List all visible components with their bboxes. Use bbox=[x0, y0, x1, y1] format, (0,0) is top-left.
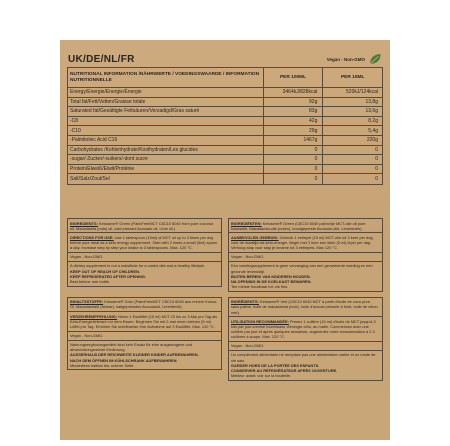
de-directions-heading: VERZEHREMPFEHLUNG: bbox=[70, 313, 118, 319]
uk-best-before: Best before: see bottle. bbox=[70, 278, 111, 284]
language-blocks bbox=[67, 218, 383, 381]
nutrient-label: -C10 bbox=[68, 126, 264, 135]
nutrient-value-100ml: 3464kJ/828kcal bbox=[264, 88, 324, 97]
nutrient-label: Saturated fat/Gesättigte Fettsäuren/Verzadigd/Gras saturé bbox=[68, 107, 264, 116]
block-uk bbox=[67, 218, 222, 292]
nl-children-warning: BUITEN BEREIK VAN KINDEREN HOUDEN. bbox=[231, 273, 311, 279]
nutrient-value-100ml: 92g bbox=[264, 98, 324, 107]
uk-ingredients-text: Ketosene® Green (PalmFreeMCT C8C10 6040 from pure coconut oil, Macadamia (nuts) oil, cold pressed Avocado oil, Lime oil.) bbox=[70, 220, 214, 231]
nutrient-value-15ml: 13,6g bbox=[365, 108, 378, 115]
de-directions bbox=[67, 312, 222, 331]
nutrition-table bbox=[67, 67, 383, 185]
nutrient-label: Protein/Eiweiß/Eiwit/Protéine bbox=[68, 165, 264, 174]
uk-warning-text: A dietary supplement is not a substitute for a varied diet and a healthy lifestyle. bbox=[70, 263, 206, 269]
nutrient-label: Salt/Salz/Zout/Sel bbox=[68, 174, 264, 184]
uk-directions bbox=[67, 233, 222, 252]
de-vegan: Vegan - Non-GMO. bbox=[67, 332, 222, 341]
uk-ingredients-heading: INGREDIENTS: bbox=[70, 220, 98, 226]
nl-ingredients bbox=[228, 218, 383, 233]
fr-directions bbox=[228, 317, 383, 342]
block-fr bbox=[228, 297, 383, 381]
nutrient-label: -Palmitoleic Acid C16 bbox=[68, 136, 264, 145]
fr-warning-text: Un complément alimentaire ne remplace pas une alimentation variée et un mode de vie sain. bbox=[231, 352, 376, 363]
fr-directions-heading: UTILISATION RECOMMANDÉE: bbox=[231, 318, 289, 324]
nutrient-value-100ml: 0 bbox=[264, 165, 324, 174]
fr-warnings bbox=[228, 351, 383, 381]
uk-warnings bbox=[67, 262, 222, 287]
nutrition-row-c10 bbox=[68, 126, 382, 136]
nutrient-value-15ml: 0 bbox=[375, 156, 378, 163]
nl-directions-heading: AANBEVOLEN GEBRUIK: bbox=[231, 234, 279, 240]
fr-best-before: Meilleur avant: voir sur la bouteille. bbox=[231, 373, 291, 379]
nutrient-label: Total fat/Fett/Vetten/Graisse totale bbox=[68, 98, 264, 107]
nutrient-value-100ml: 83g bbox=[264, 107, 324, 116]
nl-vegan: Vegan - Non-GMO. bbox=[228, 253, 383, 262]
uk-refrigerate-warning: KEEP REFRIGERATED AFTER OPENING. bbox=[70, 273, 147, 279]
nl-ingredients-text: Ketosene® Green (C8C10 6040 palmvrije MCT-olie uit pure kokosolie, Macadamia-olie (noten), koudgeperste Avocado-olie, Limeneolie). bbox=[231, 220, 366, 231]
nutrition-header-per-15ml: PER 15ML bbox=[340, 74, 365, 80]
nutrition-row-energy bbox=[68, 88, 382, 98]
fr-ingredients bbox=[228, 297, 383, 317]
fr-refrigerate-warning: CONSERVER AU RÉFRIGÉRATEUR APRÈS OUVERTURE. bbox=[231, 367, 338, 373]
language-codes: UK/DE/NL/FR bbox=[68, 54, 135, 65]
fr-directions-text: Prenez 1 cuillère (15 ml) d'huile de MCT jusqu'à 3 fois par jour comme fournisseur d'énergie céto, au matin. Commencez avec une cuillère par jour et après quelques semaines, augmentez votre consommation à 2-3 cuillères à soupe. Max. 120 °C. bbox=[231, 318, 376, 340]
nutrition-header-per-100ml: PER 100ML bbox=[264, 68, 324, 87]
nl-refrigerate-warning: NA OPENING IN DE KOELKAST BEWAREN. bbox=[231, 278, 312, 284]
nutrition-row-salt bbox=[68, 174, 382, 184]
nutrition-row-saturated-fat bbox=[68, 107, 382, 117]
vegan-badge bbox=[327, 52, 382, 66]
nutrient-label: -C8 bbox=[68, 117, 264, 126]
nutrient-value-100ml: 29g bbox=[264, 126, 324, 135]
uk-directions-heading: DIRECTIONS FOR USE: bbox=[70, 234, 114, 240]
block-nl bbox=[228, 218, 383, 292]
nl-directions-text: Gebruik 1 eetlepel (15 ml) MCT-olie tot 3 keer per dag vóór de maaltijd als keto-energie. Begin met 2 keer een klein (5 ml) lepel per dag. Verhoog stap voor stap je inname tot 3 eetlepels. Max 120 °C. bbox=[231, 234, 373, 251]
nutrient-value-100ml: 1467g bbox=[264, 136, 324, 145]
nl-directions bbox=[228, 233, 383, 252]
nl-best-before: Ten minste houdbaar tot: zie fles. bbox=[231, 284, 289, 290]
nl-warnings bbox=[228, 262, 383, 292]
nutrition-header-label: NUTRITIONAL INFORMATION /NÄHRWERTE / VOEDINGSWAARDE / INFORMATION NUTRITIONNELLE bbox=[68, 68, 264, 87]
nutrient-value-100ml: 0 bbox=[264, 146, 324, 155]
nl-warning-text: Een voedingssupplement is geen vervanging van een gevarieerde voeding en een gezonde levensstijl. bbox=[231, 263, 373, 274]
de-warnings bbox=[67, 341, 222, 371]
de-warning-text: Nahrungsergänzungsmittel sind kein Ersatz für eine ausgewogene und abwechslungsreiche Ernährung. bbox=[70, 342, 192, 353]
uk-ingredients bbox=[67, 218, 222, 233]
de-children-warning: AUSSERHALB DER REICHWEITE KLEINER KINDER AUFBEWAHREN. bbox=[70, 352, 199, 358]
nutrient-label: Energy/Energie/Energie/Énergie bbox=[68, 88, 264, 97]
uk-children-warning: KEEP OUT OF REACH OF CHILDREN. bbox=[70, 268, 140, 274]
nutrition-row-protein bbox=[68, 165, 382, 175]
uk-directions-text: Use 1 tablespoon (15ml) of MCT oil up to 3 times per day before your meal as a keto energy supplement. Start with 2 times a small (5ml) spoon a day. Increase step by step your intake to 3 tablespoons. Max. 120 °C. bbox=[70, 234, 218, 251]
nutrition-header-row bbox=[68, 68, 382, 88]
uk-vegan: Vegan - Non-GMO. bbox=[67, 253, 222, 262]
nutrient-value-15ml: 220g bbox=[366, 137, 378, 144]
leaf-icon bbox=[368, 52, 382, 66]
nutrient-value-15ml: 0 bbox=[375, 146, 378, 153]
nutrition-row-carbohydrates bbox=[68, 146, 382, 156]
nutrient-value-100ml: 42g bbox=[264, 117, 324, 126]
nutrient-value-15ml: 13,8g bbox=[365, 98, 378, 105]
fr-ingredients-text: Ketosene® Vert (C8C10 6040 MCT à partir d'huile de coco pure, sans palme, huile de macadamia (noix), huile d'avocat pressée à froid, huile de citron vert). bbox=[231, 299, 378, 315]
nutrient-value-15ml: 520kJ/124kcal bbox=[346, 89, 378, 96]
de-ingredients-text: Ketosene® Grün (PalmFreeMCT C8C10 6040 aus reinem Kokos-Öl, Macadamiaöl (Nüsse), kaltgepresstes Avocadoöl, Limettenöl). bbox=[70, 299, 218, 310]
nutrient-value-15ml: 5,4g bbox=[368, 127, 378, 134]
nutrient-value-100ml: 0 bbox=[264, 174, 324, 184]
de-ingredients-heading: INHALTSSTOFFE: bbox=[70, 299, 104, 305]
nutrition-row-sugar bbox=[68, 155, 382, 165]
nl-ingredients-heading: INGREDIËNTEN: bbox=[231, 220, 262, 226]
de-refrigerate-warning: NACH DEM ÖFFNEN IM KÜHLSCHRANK AUFBEWAHREN. bbox=[70, 357, 178, 363]
block-de bbox=[67, 297, 222, 381]
de-ingredients bbox=[67, 297, 222, 312]
nutrition-row-fat bbox=[68, 98, 382, 108]
de-directions-text: Nimm 1 Esslöffel (15 ml) MCT-Öl bis zu 3-Mal pro Tag als Keto-Energielieferant vor dem Essen. Beginnen Sie mit 2-mal einen kleinen (5 ml) Löffel pro Tag. Erhöhen Sie schrittweise Ihre Aufnahme auf 3 Esslöffel. Max. 120 °C. bbox=[70, 313, 218, 329]
fr-ingredients-heading: INGRÉDIENTS: bbox=[231, 299, 259, 305]
nutrient-label: -sugar/-Zucker/-suikers/-dont sucre bbox=[68, 155, 264, 164]
nutrition-row-c8 bbox=[68, 117, 382, 127]
nutrient-value-15ml: 0 bbox=[375, 176, 378, 183]
nutrient-value-15ml: 8,2g bbox=[368, 118, 378, 125]
fr-children-warning: GARDER HORS DE LA PORTÉE DES ENFANTS. bbox=[231, 362, 320, 368]
nutrient-label: Carbohydrates /Kohlenhydrate/Koolhydraten/Les glucides bbox=[68, 146, 264, 155]
de-best-before: Mindestens haltbar bis: unterer Seite. bbox=[70, 362, 135, 368]
nutrient-value-100ml: 0 bbox=[264, 155, 324, 164]
nutrition-row-palmitoleic-acid bbox=[68, 136, 382, 146]
fr-vegan: Vegan - Non-GMO. bbox=[228, 342, 383, 351]
product-label bbox=[60, 40, 390, 440]
vegan-badge-text: Vegan - Non-GMO bbox=[326, 56, 365, 62]
nutrient-value-15ml: 0 bbox=[375, 166, 378, 173]
